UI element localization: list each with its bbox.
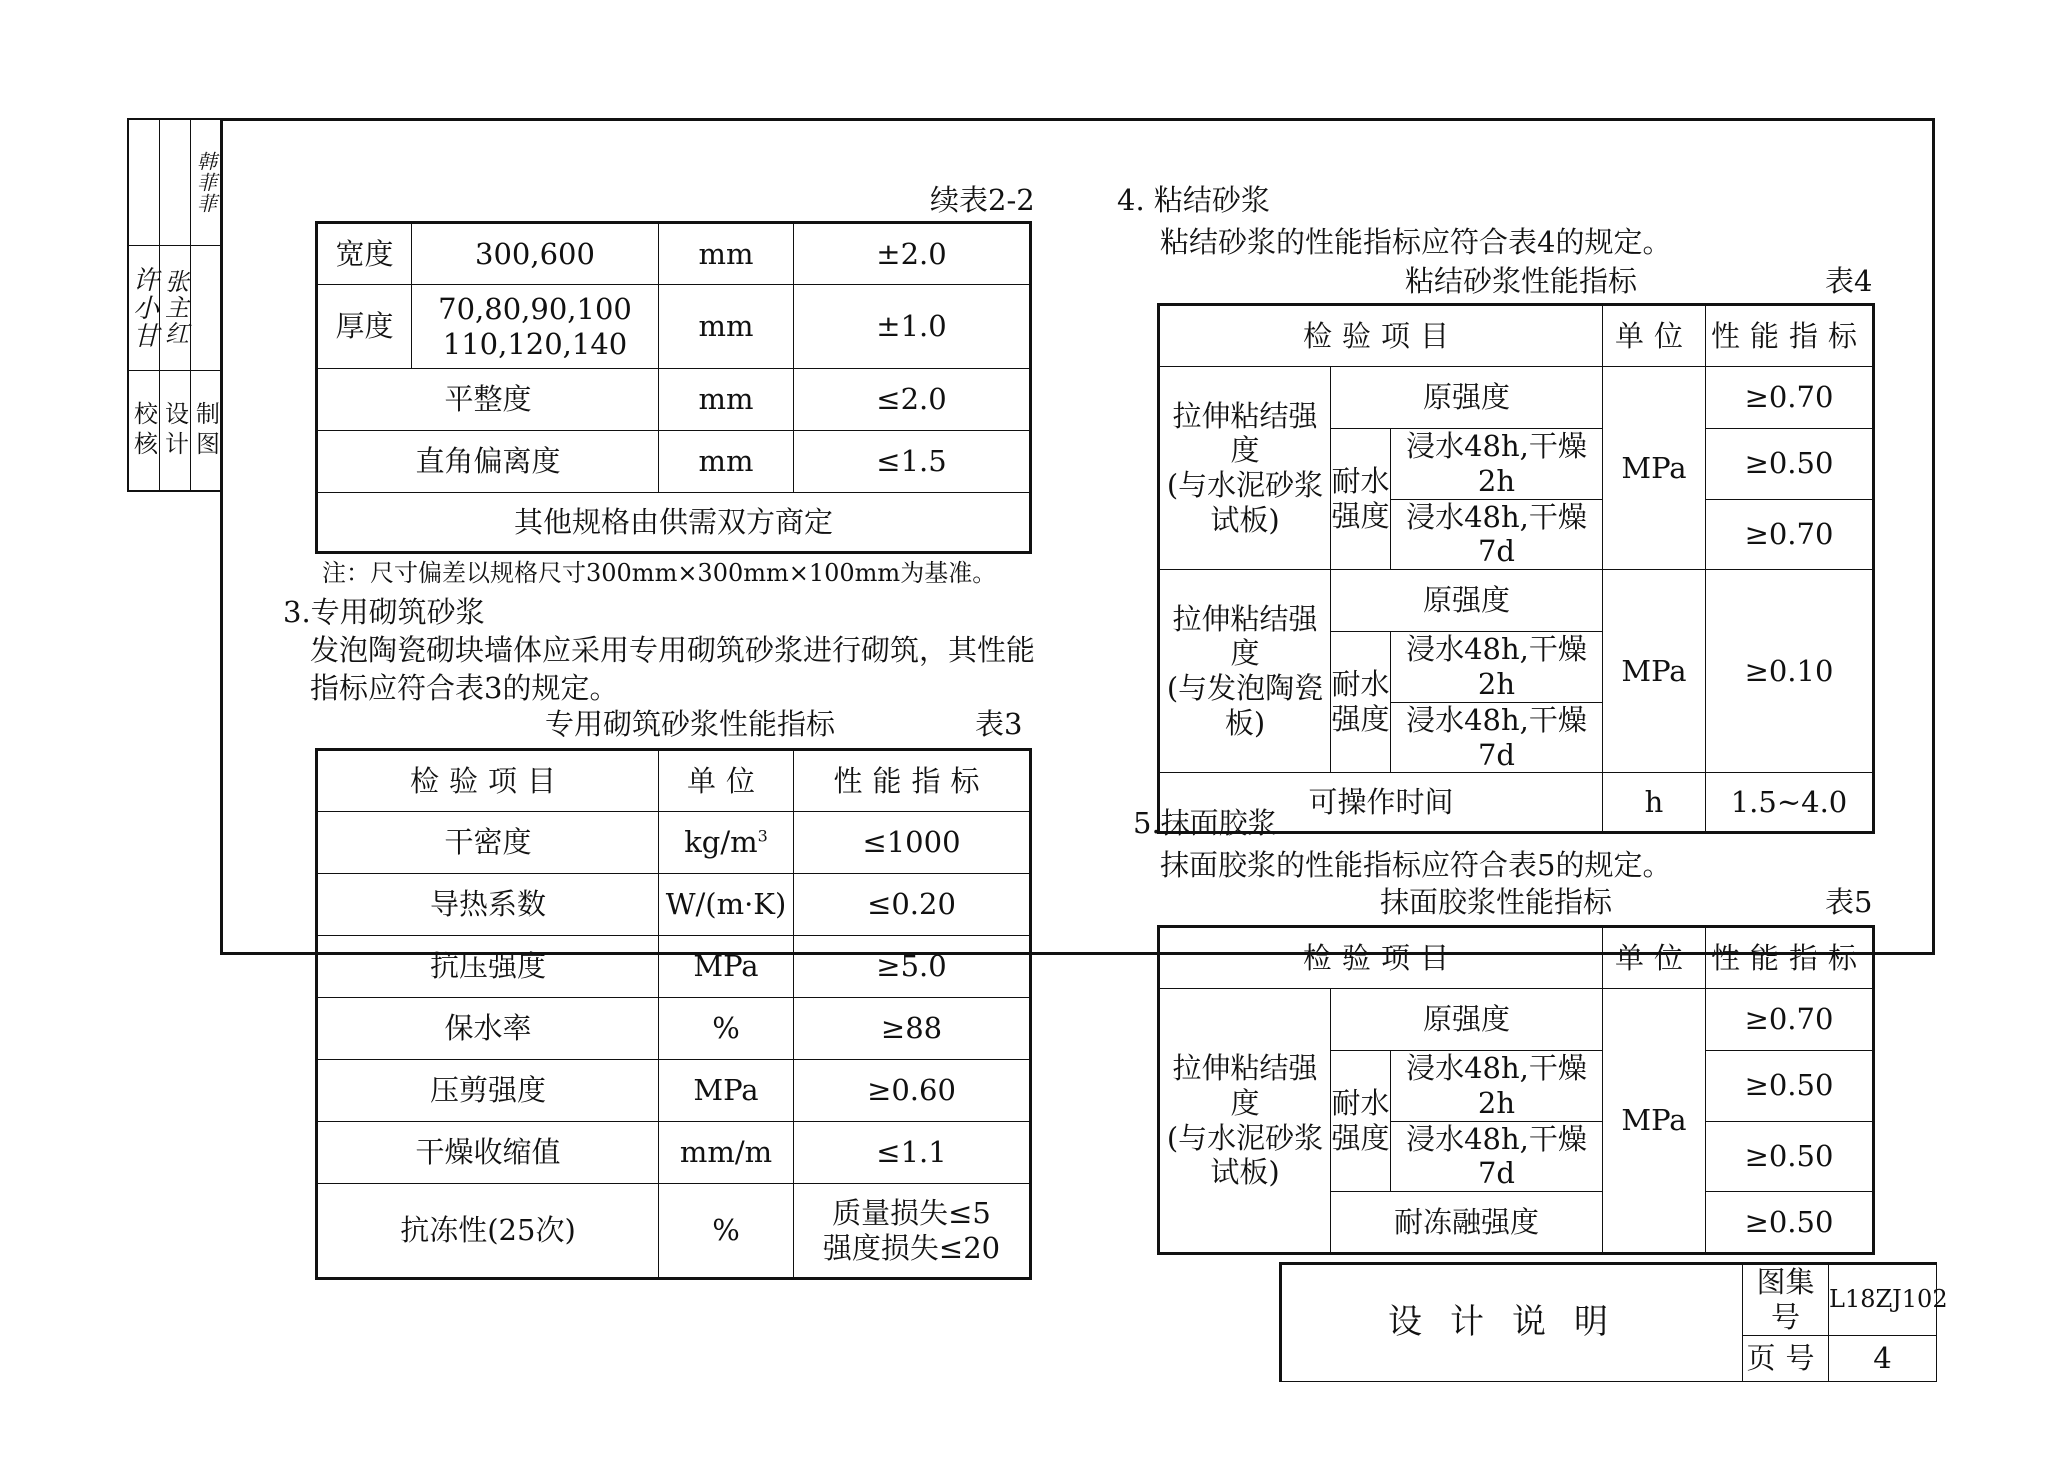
cell-unit: MPa xyxy=(1603,570,1706,773)
spec-line-1: 70,80,90,100 xyxy=(438,291,632,326)
page-number: 4 xyxy=(1829,1335,1937,1381)
cell-item: 干燥收缩值 xyxy=(317,1122,659,1184)
cell-value: ≥0.60 xyxy=(794,1060,1031,1122)
cell-original: 原强度 xyxy=(1331,367,1603,429)
section-4-heading: 4. 粘结砂浆 xyxy=(1117,183,1270,217)
header-unit: 单位 xyxy=(659,750,794,812)
header-value: 性能指标 xyxy=(1706,927,1874,989)
header-item: 检验项目 xyxy=(317,750,659,812)
table-2-2 xyxy=(315,221,1032,554)
cell-item: 保水率 xyxy=(317,998,659,1060)
cell-unit: MPa xyxy=(659,1060,794,1122)
cell-unit: mm xyxy=(659,285,794,369)
cell-value: ≥88 xyxy=(794,998,1031,1060)
cell-value: ≥0.10 xyxy=(1706,570,1874,773)
cell-original: 原强度 xyxy=(1331,989,1603,1051)
cell-item: 抗压强度 xyxy=(317,936,659,998)
cell-name: 厚度 xyxy=(317,285,412,369)
table-3-number: 表3 xyxy=(975,707,1023,741)
table-footer: 其他规格由供需双方商定 xyxy=(317,493,1031,553)
header-value: 性能指标 xyxy=(794,750,1031,812)
cell-unit: mm/m xyxy=(659,1122,794,1184)
table-row xyxy=(317,369,1031,431)
header-unit: 单位 xyxy=(1603,305,1706,367)
signature-3: 张主红 xyxy=(160,269,189,347)
spec-line-2: 110,120,140 xyxy=(442,326,628,361)
role-design: 设计 xyxy=(160,401,189,461)
cell-value: ≤0.20 xyxy=(794,874,1031,936)
role-draw: 制图 xyxy=(191,401,220,461)
header-value: 性能指标 xyxy=(1706,305,1874,367)
cell-value: ≥0.70 xyxy=(1706,367,1874,429)
table-row xyxy=(317,998,1031,1060)
table-row xyxy=(317,1060,1031,1122)
cell-unit: mm xyxy=(659,431,794,493)
table-header-row xyxy=(1159,305,1874,367)
cell-item: 抗冻性(25次) xyxy=(317,1184,659,1279)
cell-value: ≥0.70 xyxy=(1706,989,1874,1051)
table-4 xyxy=(1157,303,1875,834)
cell-unit: W/(m·K) xyxy=(659,874,794,936)
table-row xyxy=(317,431,1031,493)
cell-spec: 300,600 xyxy=(412,223,659,285)
cell-unit: % xyxy=(659,1184,794,1279)
table-row xyxy=(1159,989,1874,1051)
table-row xyxy=(317,812,1031,874)
cell-value xyxy=(794,1184,1031,1279)
cell-unit: mm xyxy=(659,369,794,431)
group-label: 拉伸粘结强度 (与水泥砂浆 试板) xyxy=(1159,367,1331,570)
table-row xyxy=(317,1184,1031,1279)
cell-name: 平整度 xyxy=(317,369,659,431)
drawing-title: 设计说明 xyxy=(1281,1264,1743,1382)
cell-name: 宽度 xyxy=(317,223,412,285)
cell-item: 导热系数 xyxy=(317,874,659,936)
approval-strip xyxy=(127,118,223,492)
table-row xyxy=(317,223,1031,285)
signature-1: 韩菲菲 xyxy=(193,150,218,214)
header-item: 检验项目 xyxy=(1159,305,1603,367)
header-item: 检验项目 xyxy=(1159,927,1603,989)
cell-unit: MPa xyxy=(1603,367,1706,570)
table-row xyxy=(1159,367,1874,429)
cell-freeze: 耐冻融强度 xyxy=(1331,1192,1603,1254)
cell-item: 可操作时间 xyxy=(1159,773,1603,833)
table-row xyxy=(1159,570,1874,632)
table-4-number: 表4 xyxy=(1825,264,1873,298)
cell-value: ≥0.50 xyxy=(1706,429,1874,500)
cell-value: ≤1000 xyxy=(794,812,1031,874)
cell-cond: 浸水48h,干燥2h xyxy=(1391,632,1603,703)
cell-unit: % xyxy=(659,998,794,1060)
table-row xyxy=(317,285,1031,369)
cell-unit: MPa xyxy=(1603,989,1706,1254)
cell-value: 1.5~4.0 xyxy=(1706,773,1874,833)
table-header-row xyxy=(317,750,1031,812)
cell-value: ≥0.50 xyxy=(1706,1121,1874,1192)
value-line-1: 质量损失≤5 xyxy=(832,1195,991,1230)
table-5-number: 表5 xyxy=(1825,885,1873,919)
section-3-heading: 3.专用砌筑砂浆 xyxy=(283,595,485,629)
cell-unit: $kg/m^3$ xyxy=(659,812,794,874)
section-3-para-2: 指标应符合表3的规定。 xyxy=(310,671,619,705)
cell-value: ≤1.1 xyxy=(794,1122,1031,1184)
water-label: 耐水 强度 xyxy=(1331,632,1391,773)
cell-cond: 浸水48h,干燥7d xyxy=(1391,1121,1603,1192)
cell-value: ≥0.50 xyxy=(1706,1051,1874,1122)
table-2-2-caption: 续表2-2 xyxy=(930,183,1035,217)
group-label: 拉伸粘结强度 (与发泡陶瓷 板) xyxy=(1159,570,1331,773)
cell-unit: h xyxy=(1603,773,1706,833)
cell-spec xyxy=(412,285,659,369)
section-4-para: 粘结砂浆的性能指标应符合表4的规定。 xyxy=(1160,225,1672,259)
cell-tol: ±2.0 xyxy=(794,223,1031,285)
table-row xyxy=(317,936,1031,998)
role-check: 校核 xyxy=(129,401,158,461)
table-row xyxy=(317,493,1031,553)
cell-unit: MPa xyxy=(659,936,794,998)
section-3-para-1: 发泡陶瓷砌块墙体应采用专用砌筑砂浆进行砌筑，其性能 xyxy=(310,633,1036,667)
cell-tol: ±1.0 xyxy=(794,285,1031,369)
water-label: 耐水 强度 xyxy=(1331,429,1391,570)
table-row xyxy=(317,1122,1031,1184)
section-5-heading: 5.抹面胶浆 xyxy=(1133,806,1277,840)
title-block xyxy=(1279,1262,1948,1382)
table-3-title: 专用砌筑砂浆性能指标 xyxy=(545,707,836,741)
section-5-para: 抹面胶浆的性能指标应符合表5的规定。 xyxy=(1160,848,1672,882)
table-5 xyxy=(1157,925,1875,1255)
page-label: 页号 xyxy=(1743,1335,1829,1381)
table-2-2-note: 注：尺寸偏差以规格尺寸300mm×300mm×100mm为基准。 xyxy=(322,559,997,587)
cell-item: 干密度 xyxy=(317,812,659,874)
cell-unit: mm xyxy=(659,223,794,285)
cell-cond: 浸水48h,干燥2h xyxy=(1391,1051,1603,1122)
cell-cond: 浸水48h,干燥7d xyxy=(1391,499,1603,570)
header-unit: 单位 xyxy=(1603,927,1706,989)
table-3 xyxy=(315,748,1032,1280)
value-line-2: 强度损失≤20 xyxy=(822,1230,1001,1265)
table-4-title: 粘结砂浆性能指标 xyxy=(1405,264,1638,298)
cell-value: ≥0.70 xyxy=(1706,499,1874,570)
cell-value: ≥0.50 xyxy=(1706,1192,1874,1254)
cell-name: 直角偏离度 xyxy=(317,431,659,493)
table-header-row xyxy=(1159,927,1874,989)
cell-original: 原强度 xyxy=(1331,570,1603,632)
cell-cond: 浸水48h,干燥7d xyxy=(1391,702,1603,773)
water-label: 耐水 强度 xyxy=(1331,1051,1391,1192)
signature-2: 许小甘 xyxy=(128,266,159,350)
cell-item: 压剪强度 xyxy=(317,1060,659,1122)
cell-cond: 浸水48h,干燥2h xyxy=(1391,429,1603,500)
cell-value: ≥5.0 xyxy=(794,936,1031,998)
atlas-label: 图集号 xyxy=(1743,1264,1829,1336)
cell-tol: ≤1.5 xyxy=(794,431,1031,493)
atlas-number: L18ZJ102 xyxy=(1829,1264,1937,1336)
table-row xyxy=(317,874,1031,936)
group-label: 拉伸粘结强度 (与水泥砂浆 试板) xyxy=(1159,989,1331,1254)
cell-tol: ≤2.0 xyxy=(794,369,1031,431)
table-5-title: 抹面胶浆性能指标 xyxy=(1380,885,1613,919)
